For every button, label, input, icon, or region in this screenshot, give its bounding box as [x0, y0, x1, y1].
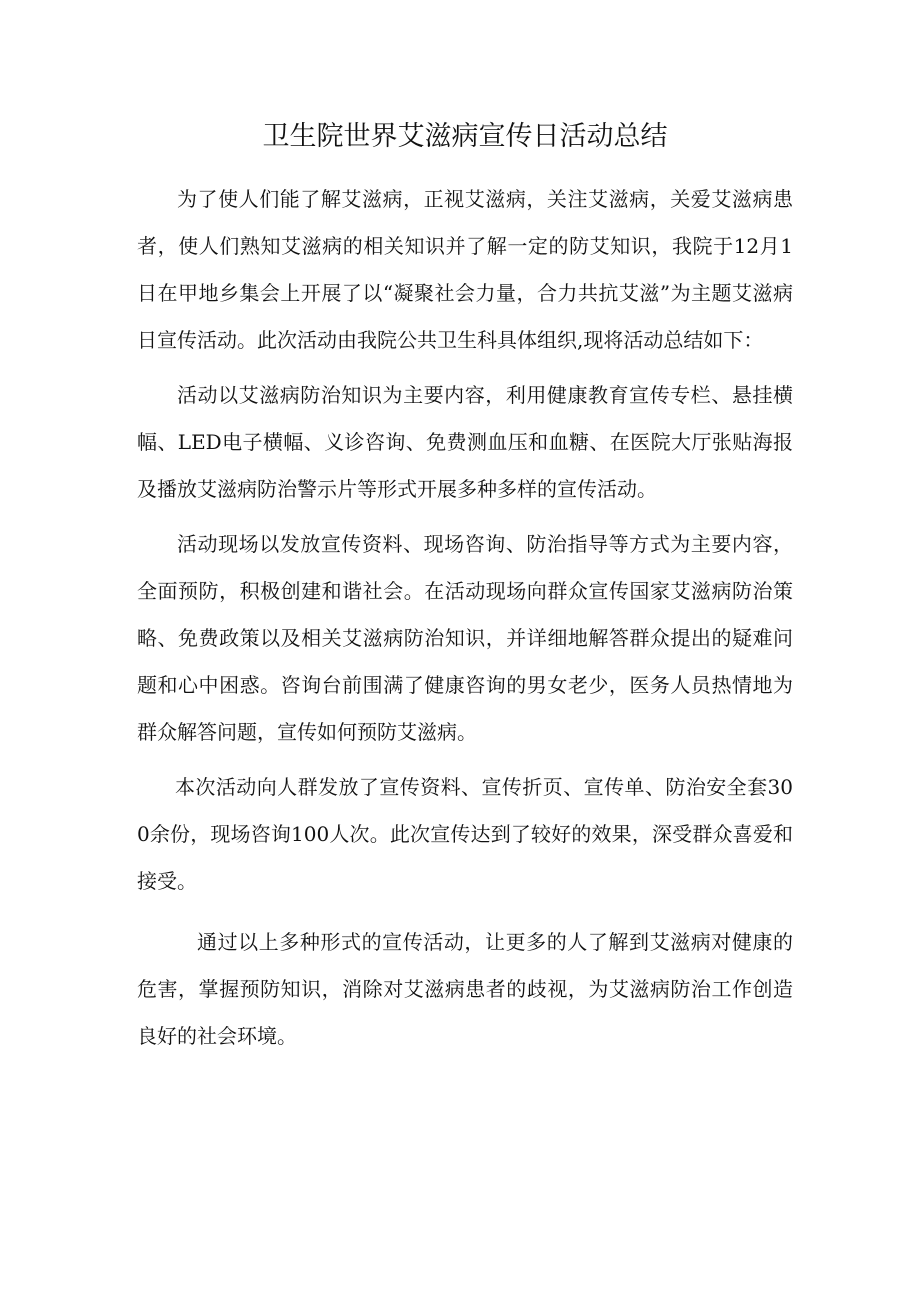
- document-body: [137, 112, 793, 1068]
- paragraph-activity-content: 活动以艾滋病防治知识为主要内容，利用健康教育宣传专栏、悬挂横幅、LED电子横幅、义诊咨询、免费测血压和血糖、在医院大厅张贴海报及播放艾滋病防治警示片等形式开展多种多样的宣传活动。: [137, 383, 793, 501]
- paragraph-intro: 为了使人们能了解艾滋病，正视艾滋病，关注艾滋病，关爱艾滋病患者，使人们熟知艾滋病的相关知识并了解一定的防艾知识，我院于12月1日在甲地乡集会上开展了以“凝聚社会力量，合力共抗艾滋”为主题艾滋病日宣传活动。此次活动由我院公共卫生科具体组织,现将活动总结如下：: [137, 187, 793, 352]
- paragraph-results: 本次活动向人群发放了宣传资料、宣传折页、宣传单、防治安全套300余份，现场咨询100人次。此次宣传达到了较好的效果，深受群众喜爱和接受。: [137, 775, 793, 893]
- paragraph-activity-site: 活动现场以发放宣传资料、现场咨询、防治指导等方式为主要内容，全面预防，积极创建和谐社会。在活动现场向群众宣传国家艾滋病防治策略、免费政策以及相关艾滋病防治知识，并详细地解答群众提出的疑难问题和心中困惑。咨询台前围满了健康咨询的男女老少，医务人员热情地为群众解答问题，宣传如何预防艾滋病。: [137, 532, 793, 744]
- document-title: 卫生院世界艾滋病宣传日活动总结: [262, 121, 668, 152]
- paragraph-conclusion: 通过以上多种形式的宣传活动，让更多的人了解到艾滋病对健康的危害，掌握预防知识，消除对艾滋病患者的歧视，为艾滋病防治工作创造良好的社会环境。: [137, 930, 793, 1048]
